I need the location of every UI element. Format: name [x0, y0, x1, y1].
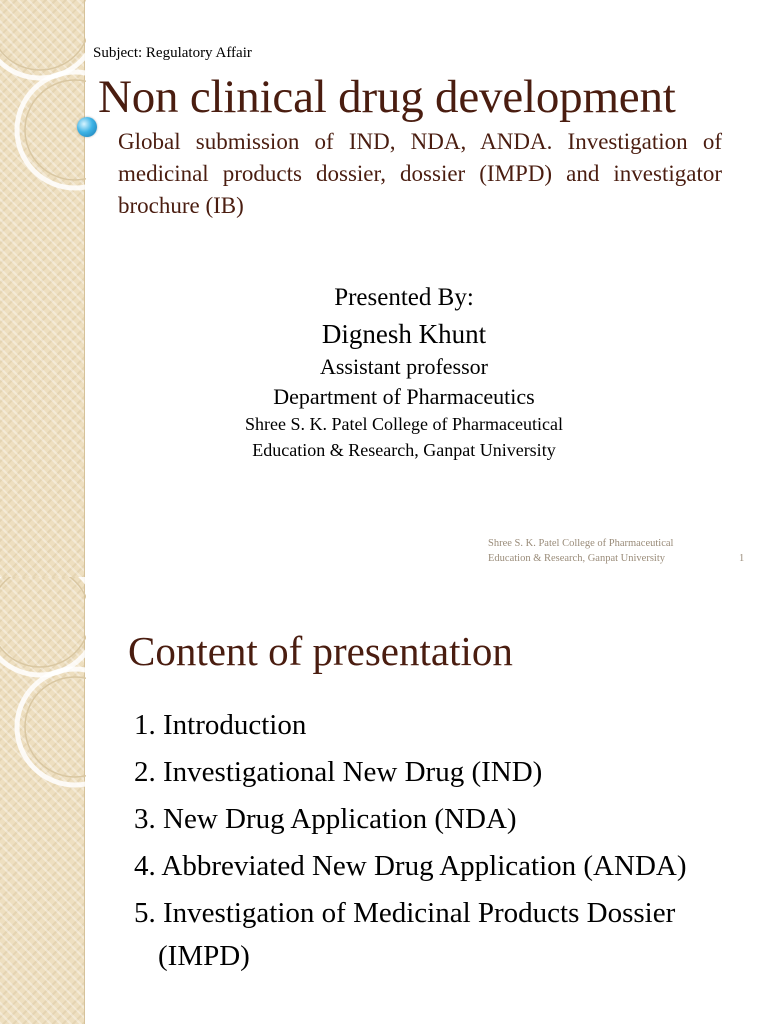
page-number: 1	[739, 553, 745, 564]
presenter-college-line1: Shree S. K. Patel College of Pharmaceutical	[245, 414, 563, 434]
presented-by-label: Presented By:	[334, 284, 474, 311]
decorative-sidebar	[0, 0, 85, 577]
slide-footer	[488, 536, 745, 566]
subject-line: Subject: Regulatory Affair	[93, 45, 252, 61]
slide-title: Content of presentation	[128, 628, 513, 674]
slide-title: Non clinical drug development	[98, 71, 676, 123]
slide-subtitle: Global submission of IND, NDA, ANDA. Investigation of medicinal products dossier, dossier (IMPD) and investigator brochure (IB)	[118, 129, 722, 218]
presenter-department: Department of Pharmaceutics	[273, 384, 535, 409]
list-item: 5. Investigation of Medicinal Products Dossier (IMPD)	[134, 897, 676, 972]
decorative-rings	[0, 577, 86, 1024]
list-item: 1. Introduction	[134, 709, 307, 741]
footer-line1: Shree S. K. Patel College of Pharmaceutical	[488, 538, 674, 549]
decorative-rings	[0, 0, 86, 577]
contents-list	[134, 704, 734, 982]
presenter-name: Dignesh Khunt	[321, 319, 487, 349]
list-item: 4. Abbreviated New Drug Application (ANDA)	[134, 850, 687, 882]
content-slide	[0, 577, 768, 1024]
blue-bead-ornament	[77, 117, 97, 137]
presenter-college-line2: Education & Research, Ganpat University	[252, 440, 556, 460]
list-item: 2. Investigational New Drug (IND)	[134, 756, 543, 788]
presenter-role: Assistant professor	[319, 354, 489, 379]
list-item: 3. New Drug Application (NDA)	[134, 803, 517, 835]
footer-line2: Education & Research, Ganpat University	[488, 553, 665, 564]
decorative-sidebar	[0, 577, 85, 1024]
